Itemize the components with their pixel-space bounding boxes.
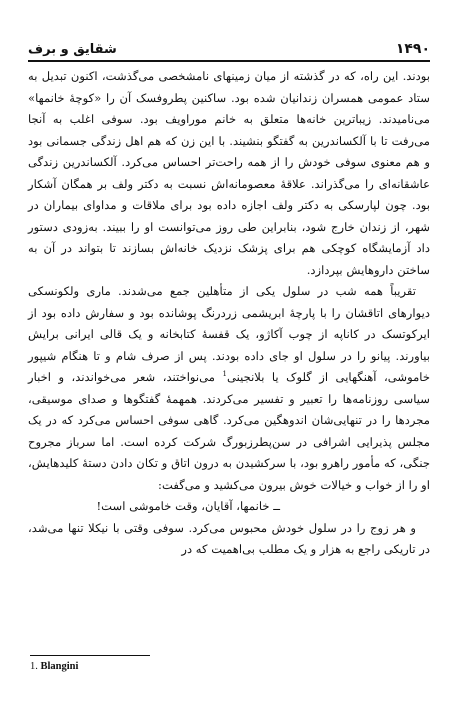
running-title: شقایق و برف	[28, 42, 117, 57]
footnote-text: Blangini	[40, 661, 79, 672]
paragraph-1: بودند. این راه، که در گذشته از میان زمینهای نامشخصی می‌گذشت، اکنون تبدیل به ستاد عمومی همسران زندانیان شده بود. ساکنین پطروفسک آن را «کوچهٔ خانمها» می‌نامیدند. زیباترین خانه‌ها متعلق به خانم موراویف بود. سوفی اغلب به آنجا می‌رفت تا با آلکساندرین به گفتگو بنشیند. با این زن که هم اهل زندگی جسمانی بود و هم معنوی سوفی خودش را از همه راحت‌تر احساس می‌کرد. آلکساندرین زندگی عاشقانه‌ای را می‌گذراند. علاقهٔ معصومانه‌اش نسبت به دکتر ولف بر همگان آشکار بود. چون لپارسکی به دکتر ولف اجازه داده بود برای ملاقات و مداوای بیماران در شهر، از زندان خارج شود، بنابراین طی روز می‌توانست او را ببیند. به‌زودی دستور داد آزمایشگاه کوچکی هم برای پزشک نزدیک خانه‌اش بسازند تا بتواند در آن به ساختن داروهایش بپردازد.	[28, 69, 430, 277]
page-header	[28, 36, 430, 62]
paragraph-2-part-a: تقریباً همه شب در سلول یکی از متأهلین جمع می‌شدند. ماری ولکونسکی دیوارهای اتاقشان را با پارچهٔ ابریشمی زردرنگ پوشانده بود و سفارش داده بود از ایرکوتسک در کاناپه از چوب آکاژو، یک قفسهٔ کتابخانه و یک قالی ایرانی برایش بیاورند. پیانو را در سلول او جای داده بودند. پس از صرف شام و تا هنگام شیپور خاموشی، آهنگهایی از گلوک یا بلانجینی	[28, 284, 430, 384]
dialogue-line: ــ خانمها، آقایان، وقت خاموشی است!	[96, 499, 280, 513]
paragraph-3: و هر زوج را در سلول خودش محبوس می‌کرد. سوفی وقتی با نیکلا تنها می‌شد، در تاریکی راجع به هزار و یک مطلب بی‌اهمیت که در	[28, 520, 430, 556]
footnote-marker: 1	[222, 370, 227, 379]
paragraph-2-part-b: می‌نواختند، شعر می‌خواندند، و اخبار سیاسی روزنامه‌ها را تعبیر و تفسیر می‌کردند. همهمهٔ گفتگوها و صدای موسیقی، مجردها را در تنهایی‌شان اندوهگین می‌کرد. گاهی سوفی احساس می‌کرد که در یک مجلس پذیرایی اشرافی در سن‌پطرزبورگ شرکت کرده است. اما سرباز مجروح جنگی، که مأمور راهرو بود، با سرکشیدن به درون اتاق و تکان دادن دستهٔ کلیدهایش، او را از خواب و خیالات خوش بیرون می‌کشید و می‌گفت:	[28, 370, 430, 492]
footnote	[30, 661, 230, 672]
footnote-rule	[30, 655, 150, 656]
footnote-number: 1.	[30, 661, 38, 672]
page-number: ۱۴۹۰	[395, 41, 430, 57]
body-text	[28, 66, 430, 561]
paragraph-2	[28, 281, 430, 496]
